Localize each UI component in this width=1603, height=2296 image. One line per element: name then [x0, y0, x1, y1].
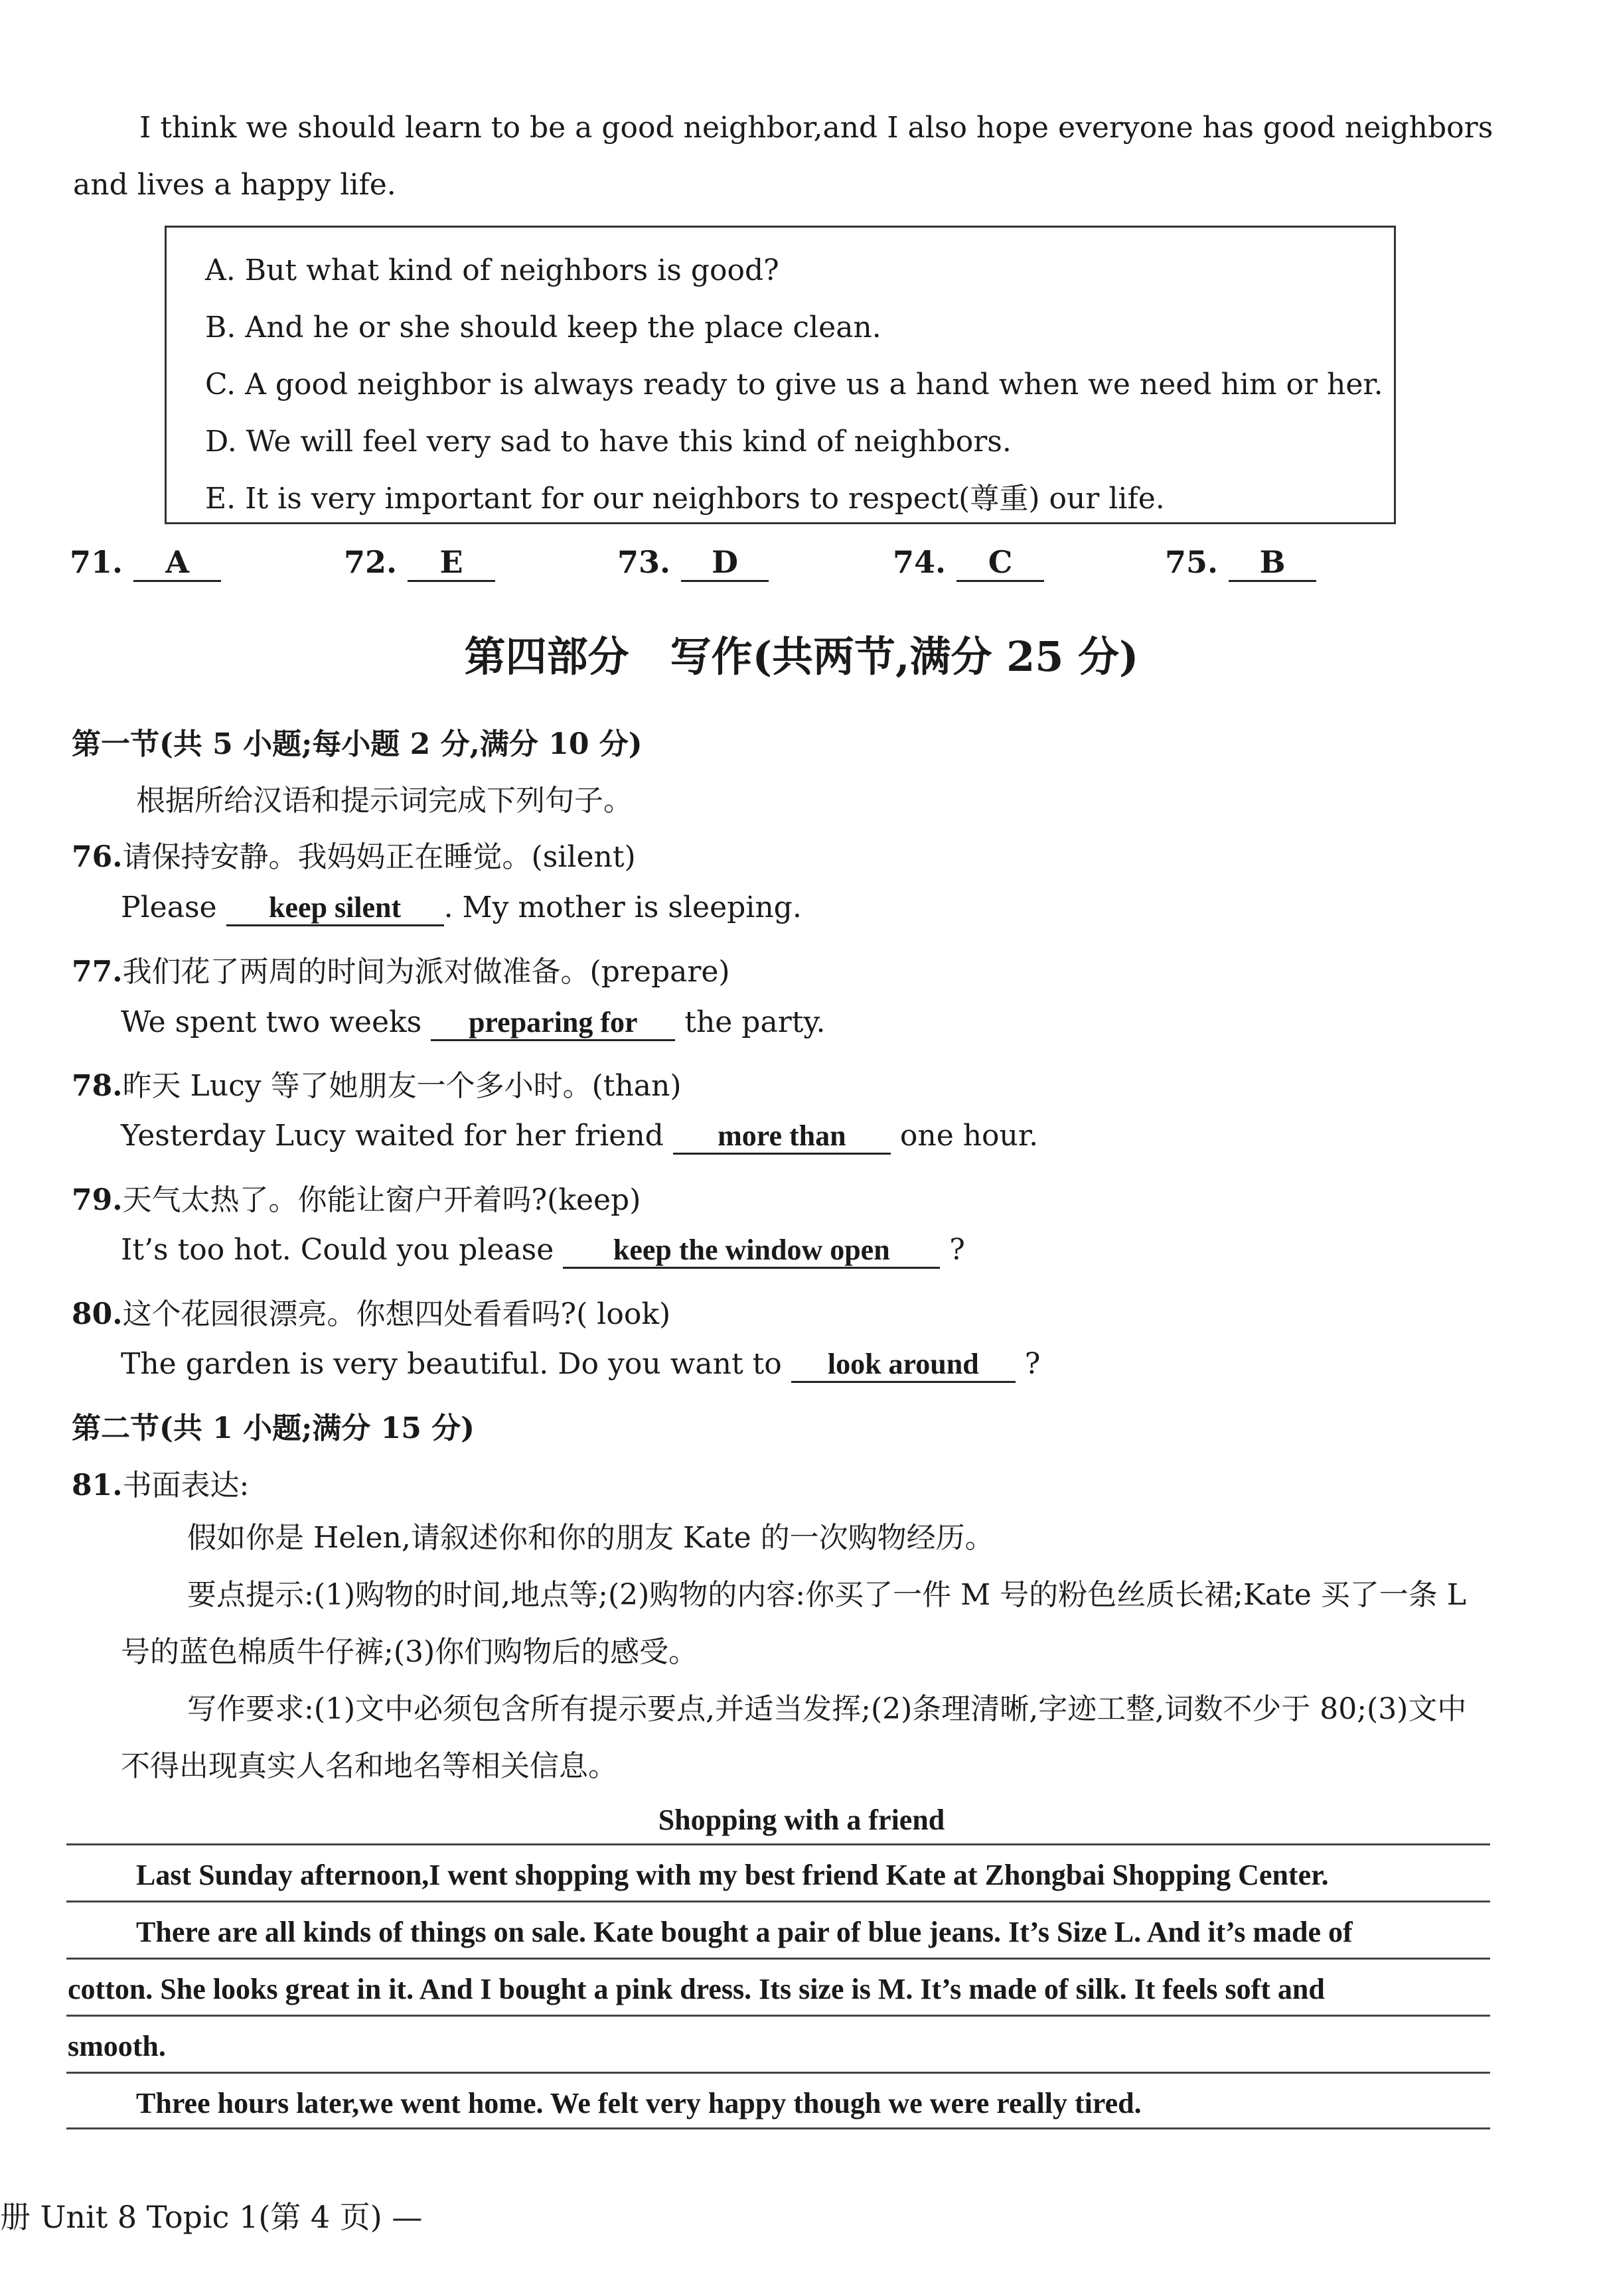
- q76-number: 76.: [72, 840, 123, 874]
- page-footer: 册 Unit 8 Topic 1(第 4 页) —: [0, 2199, 423, 2235]
- q81-label: 书面表达:: [122, 1469, 250, 1502]
- answer-71: [70, 544, 221, 582]
- q76-prompt: [72, 833, 636, 875]
- answer-73: [617, 544, 769, 582]
- intro-paragraph: I think we should learn to be a good neighbor,and I also hope everyone has good neighbors and lives a happy life.: [73, 111, 1493, 202]
- writing-line: [66, 2015, 1490, 2017]
- q78-post: one hour.: [899, 1119, 1039, 1153]
- answer-blank: E: [408, 544, 495, 582]
- q77-sentence: [121, 1005, 825, 1041]
- q77-cn: 我们花了两周的时间为派对做准备。(prepare): [122, 955, 730, 989]
- answer-num: 74.: [893, 544, 947, 580]
- answer-num: 73.: [617, 544, 671, 580]
- q81-prompt: [72, 1461, 249, 1504]
- section1-heading: 第一节(共 5 小题;每小题 2 分,满分 10 分): [72, 727, 643, 761]
- answer-75: [1165, 544, 1316, 582]
- answer-blank: C: [956, 544, 1044, 582]
- q78-number: 78.: [72, 1069, 123, 1103]
- composition-line-1: Last Sunday afternoon,I went shopping with my best friend Kate at Zhongbai Shopping Center.: [136, 1859, 1329, 1891]
- q80-fill: look around: [791, 1347, 1016, 1383]
- answer-blank: D: [681, 544, 769, 582]
- q80-number: 80.: [72, 1297, 123, 1331]
- q78-fill: more than: [673, 1119, 891, 1155]
- q77-number: 77.: [72, 955, 123, 989]
- section1-instruction: 根据所给汉语和提示词完成下列句子。: [136, 784, 633, 818]
- q80-cn: 这个花园很漂亮。你想四处看看吗?( look): [122, 1297, 671, 1331]
- q80-prompt: [72, 1290, 670, 1332]
- q78-prompt: [72, 1062, 682, 1104]
- option-c: C. A good neighbor is always ready to give us a hand when we need him or her.: [205, 368, 1383, 401]
- options-box: [165, 226, 1396, 524]
- q77-pre: We spent two weeks: [121, 1005, 422, 1039]
- q81-paragraph-2: 要点提示:(1)购物的时间,地点等;(2)购物的内容:你买了一件 M 号的粉色丝质长裙;Kate 买了一条 L 号的蓝色棉质牛仔裤;(3)你们购物后的感受。: [121, 1578, 1466, 1669]
- q80-post: ?: [1024, 1347, 1041, 1381]
- writing-line: [66, 1843, 1490, 1845]
- composition-line-5: Three hours later,we went home. We felt very happy though we were really tired.: [136, 2087, 1142, 2119]
- option-b: B. And he or she should keep the place clean.: [205, 311, 881, 344]
- q76-fill: keep silent: [226, 891, 444, 926]
- q79-post: ?: [949, 1233, 965, 1267]
- answer-num: 75.: [1165, 544, 1219, 580]
- q79-prompt: [72, 1176, 641, 1218]
- q78-sentence: [121, 1119, 1038, 1155]
- q81-paragraph-3: 写作要求:(1)文中必须包含所有提示要点,并适当发挥;(2)条理清晰,字迹工整,词数不少于 80;(3)文中不得出现真实人名和地名等相关信息。: [121, 1692, 1467, 1783]
- q77-post: the party.: [684, 1005, 826, 1039]
- answer-72: [344, 544, 495, 582]
- answer-num: 71.: [70, 544, 123, 580]
- writing-line: [66, 1901, 1490, 1902]
- q77-prompt: [72, 948, 730, 990]
- composition-line-4: smooth.: [68, 2030, 166, 2062]
- composition-line-2: There are all kinds of things on sale. Kate bought a pair of blue jeans. It’s Size L. And it’s made of: [136, 1916, 1353, 1948]
- q79-cn: 天气太热了。你能让窗户开着吗?(keep): [122, 1183, 641, 1217]
- q77-fill: preparing for: [431, 1005, 675, 1041]
- q76-sentence: [121, 891, 802, 926]
- q76-pre: Please: [121, 891, 217, 924]
- option-d: D. We will feel very sad to have this kind of neighbors.: [205, 425, 1012, 459]
- q81-paragraph-1: 假如你是 Helen,请叙述你和你的朋友 Kate 的一次购物经历。: [187, 1521, 994, 1555]
- option-a: A. But what kind of neighbors is good?: [205, 253, 779, 287]
- answer-blank: B: [1229, 544, 1316, 582]
- q79-number: 79.: [72, 1183, 123, 1217]
- q79-sentence: [121, 1233, 965, 1269]
- q79-fill: keep the window open: [563, 1233, 940, 1269]
- composition-title: Shopping with a friend: [658, 1804, 945, 1836]
- option-e: E. It is very important for our neighbors to respect(尊重) our life.: [205, 482, 1165, 516]
- part4-title: 第四部分 写作(共两节,满分 25 分): [464, 632, 1139, 681]
- answer-num: 72.: [344, 544, 398, 580]
- answer-blank: A: [133, 544, 221, 582]
- composition-line-3: cotton. She looks great in it. And I bought a pink dress. Its size is M. It’s made of silk. It feels soft and: [68, 1973, 1325, 2005]
- q78-cn: 昨天 Lucy 等了她朋友一个多小时。(than): [122, 1069, 682, 1103]
- writing-line: [66, 1958, 1490, 1960]
- q80-pre: The garden is very beautiful. Do you want to: [121, 1347, 782, 1381]
- writing-line: [66, 2127, 1490, 2129]
- section2-heading: 第二节(共 1 小题;满分 15 分): [72, 1411, 475, 1445]
- writing-line: [66, 2072, 1490, 2074]
- q78-pre: Yesterday Lucy waited for her friend: [121, 1119, 664, 1153]
- q80-sentence: [121, 1347, 1040, 1383]
- answer-74: [893, 544, 1044, 582]
- q76-cn: 请保持安静。我妈妈正在睡觉。(silent): [122, 840, 636, 874]
- q79-pre: It’s too hot. Could you please: [121, 1233, 554, 1267]
- q81-number: 81.: [72, 1469, 123, 1502]
- q76-post: . My mother is sleeping.: [443, 891, 802, 924]
